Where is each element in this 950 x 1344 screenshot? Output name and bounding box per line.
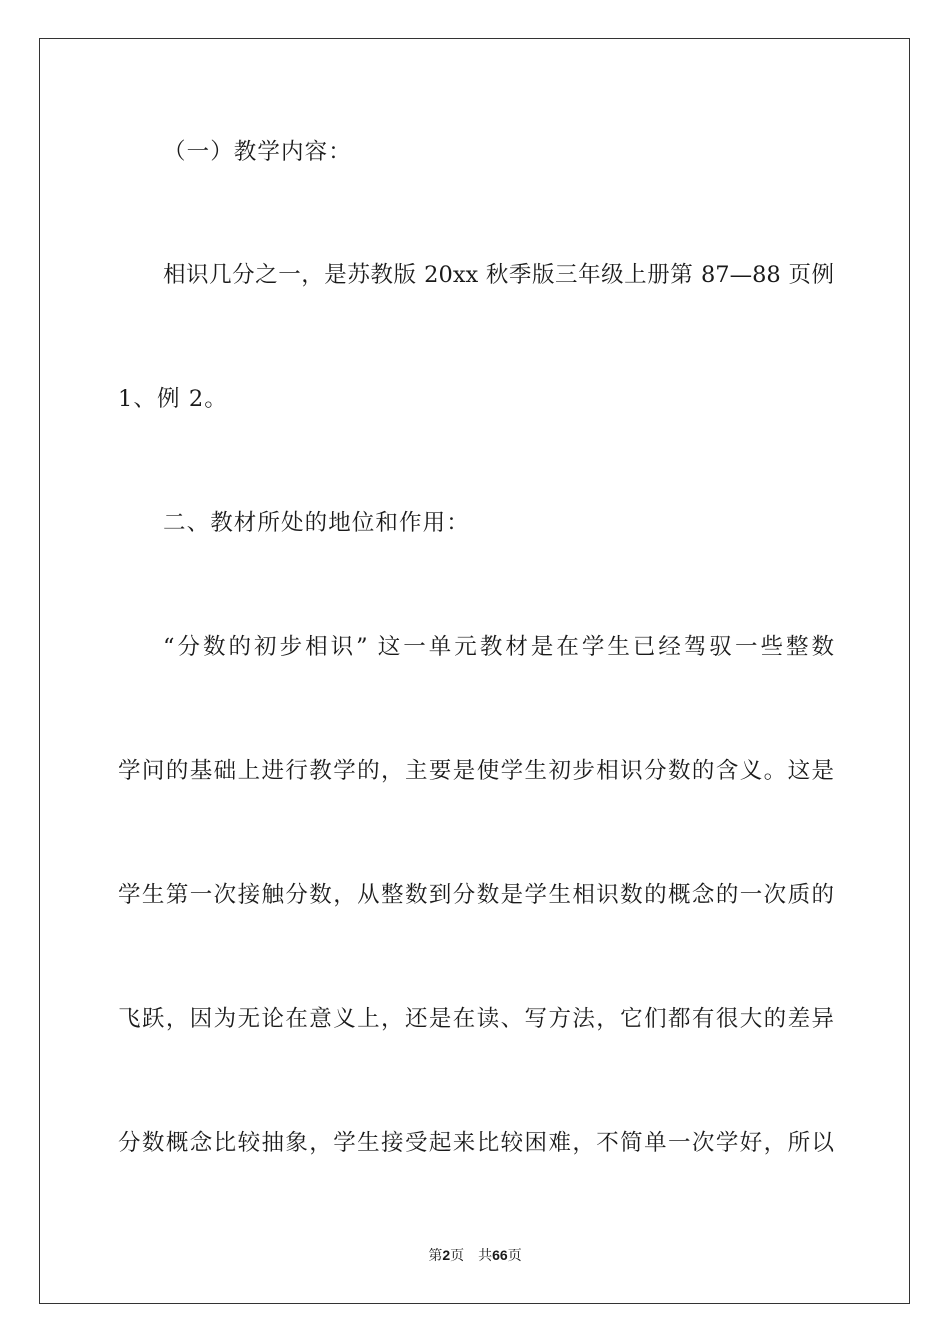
paragraph-line: 相识几分之一，是苏教版 20xx 秋季版三年级上册第 87—88 页例: [163, 262, 834, 288]
paragraph-line: 学生第一次接触分数，从整数到分数是学生相识数的概念的一次质的: [118, 882, 834, 908]
heading-textbook-role: 二、教材所处的地位和作用：: [163, 510, 470, 536]
paragraph-line: 学问的基础上进行教学的，主要是使学生初步相识分数的含义。这是: [118, 758, 834, 784]
footer-page-unit: 页: [450, 1248, 465, 1264]
page-border: [39, 38, 910, 1304]
paragraph-line: 1、例 2。: [118, 386, 228, 412]
footer-total-unit: 页: [507, 1248, 522, 1264]
paragraph-line: “分数的初步相识” 这一单元教材是在学生已经驾驭一些整数: [163, 634, 834, 660]
paragraph-line: 飞跃，因为无论在意义上，还是在读、写方法，它们都有很大的差异: [118, 1006, 834, 1032]
footer-total-pages: 66: [492, 1247, 508, 1263]
page-footer: [0, 1246, 950, 1265]
heading-teaching-content: （一）教学内容：: [163, 139, 352, 165]
footer-total-prefix: 共: [478, 1248, 493, 1264]
paragraph-line: 分数概念比较抽象，学生接受起来比较困难，不简单一次学好，所以: [118, 1130, 834, 1156]
footer-page-number: 2: [442, 1247, 451, 1263]
footer-prefix: 第: [428, 1248, 443, 1264]
